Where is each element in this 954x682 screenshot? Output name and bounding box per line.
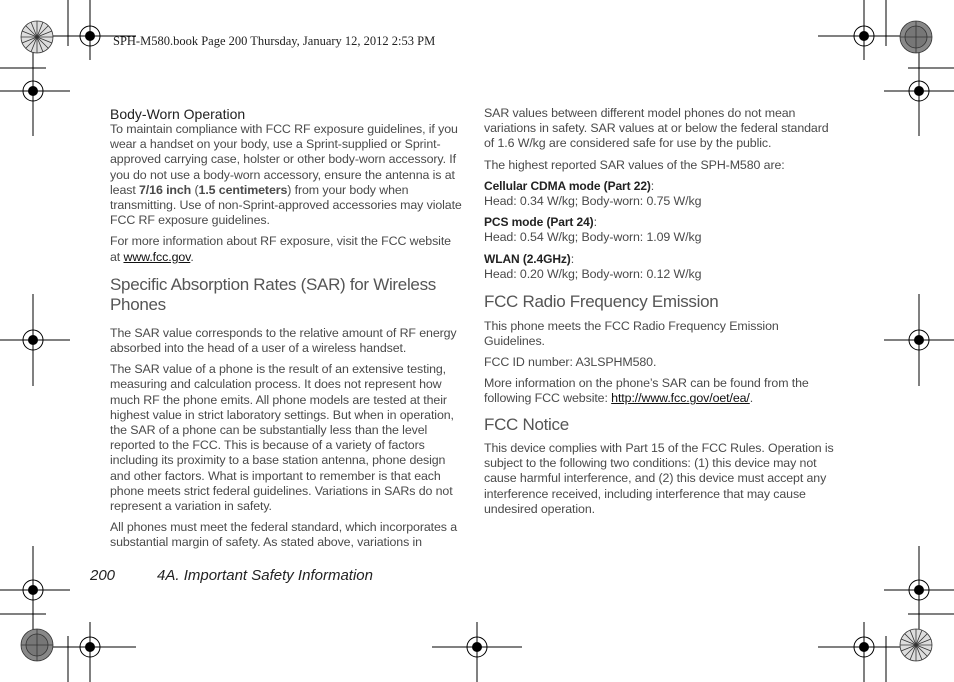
print-slug-header: SPH-M580.book Page 200 Thursday, January 12, 2012 2:53 PM — [113, 34, 436, 48]
fcc-oet-link[interactable]: http://www.fcc.gov/oet/ea/ — [611, 391, 750, 406]
sar-paragraph-3: All phones must meet the federal standard, which incorporates a substantial margin of safety. As stated above, variations in — [110, 520, 458, 550]
sar-values-list — [484, 179, 834, 282]
sar-section-heading: Specific Absorption Rates (SAR) for Wireless Phones — [110, 274, 436, 315]
rf-emission-heading: FCC Radio Frequency Emission — [484, 292, 719, 312]
fcc-notice-paragraph: This device complies with Part 15 of the FCC Rules. Operation is subject to the following two conditions: (1) this device may not cause harmful interference, and (2) this device must accept any interference received, including interference that may cause undesired operation. — [484, 441, 834, 516]
sar-value-item — [484, 215, 834, 245]
target-mark-bottom-left — [21, 629, 53, 661]
body-worn-text-a: To maintain compliance with FCC RF exposure guidelines, if you wear a handset on your body, use a Sprint-supplied or Sprint-approved carrying case, holster or other body-worn accessory. If you do not use a body-worn accessory, ensure the antenna is at least — [110, 122, 458, 197]
more-info-paragraph — [110, 234, 462, 264]
sar-paragraph-2: The SAR value of a phone is the result of an extensive testing, measuring and calculation process. It does not represent how much RF the phone emits. All phone models are tested at their highest value in strict laboratory settings. But when in operation, the SAR of a phone can be substantially less than the level reported to the FCC. This is because of a variety of factors including its proximity to a base station antenna, phone design and other factors. What is important to remember is that each phone meets strict federal guidelines. Variations in SARs do not represent a variation in safety. — [110, 362, 454, 514]
sar-mode-value: Head: 0.20 W/kg; Body-worn: 0.12 W/kg — [484, 266, 702, 281]
distance-inches: 7/16 inch — [139, 182, 192, 197]
more-info-period: . — [190, 249, 194, 264]
rf-more-info-paragraph — [484, 376, 834, 406]
starburst-mark-bottom-right — [900, 629, 932, 661]
rf-more-info-period: . — [749, 391, 754, 406]
sar-paragraph-1: The SAR value corresponds to the relative amount of RF energy absorbed into the head of a user of a wireless handset. — [110, 325, 457, 356]
more-info-text: For more information about RF exposure, visit the FCC website at — [110, 234, 451, 264]
highest-sar-paragraph: The highest reported SAR values of the SPH-M580 are: — [484, 157, 785, 172]
fcc-website-link[interactable]: www.fcc.gov — [123, 249, 191, 264]
page-footer — [90, 567, 373, 584]
crosshair-mark-top-right — [818, 0, 910, 60]
sar-mode-colon: : — [650, 178, 655, 193]
fcc-id-paragraph: FCC ID number: A3LSPHM580. — [484, 354, 657, 369]
page-number: 200 — [90, 567, 116, 584]
distance-centimeters: 1.5 centimeters — [198, 182, 288, 197]
paren-open: ( — [191, 182, 199, 197]
body-worn-heading: Body-Worn Operation — [110, 106, 246, 122]
crosshair-mark-top-left — [44, 0, 136, 60]
body-worn-text-b: ) from your body when transmitting. Use of non-Sprint-approved accessories may violate FCC RF exposure guidelines. — [110, 182, 462, 228]
fcc-notice-heading: FCC Notice — [484, 414, 569, 434]
sar-mode-label: WLAN (2.4GHz) — [484, 251, 571, 266]
sar-mode-value: Head: 0.34 W/kg; Body-worn: 0.75 W/kg — [484, 194, 702, 209]
sar-mode-value: Head: 0.54 W/kg; Body-worn: 1.09 W/kg — [484, 230, 702, 245]
left-column — [110, 106, 462, 557]
rf-more-info-text: More information on the phone’s SAR can be found from the following FCC website: — [484, 376, 809, 406]
sar-mode-colon: : — [593, 215, 597, 230]
sar-continued-paragraph: SAR values between different model phones do not mean variations in safety. SAR values at or below the federal standard of 1.6 W/kg are considered safe for use by the public. — [484, 106, 829, 151]
rf-paragraph-1: This phone meets the FCC Radio Frequency Emission Guidelines. — [484, 318, 779, 348]
sar-mode-label: PCS mode (Part 24) — [484, 215, 594, 230]
right-column — [484, 106, 834, 523]
sar-value-item — [484, 179, 834, 209]
section-title: 4A. Important Safety Information — [157, 567, 373, 584]
sar-mode-label: Cellular CDMA mode (Part 22) — [484, 178, 651, 193]
target-mark-top-right — [900, 21, 932, 53]
sar-value-item — [484, 252, 834, 282]
starburst-mark-top-left — [21, 21, 53, 53]
body-worn-paragraph — [110, 122, 462, 228]
sar-mode-colon: : — [570, 251, 575, 266]
